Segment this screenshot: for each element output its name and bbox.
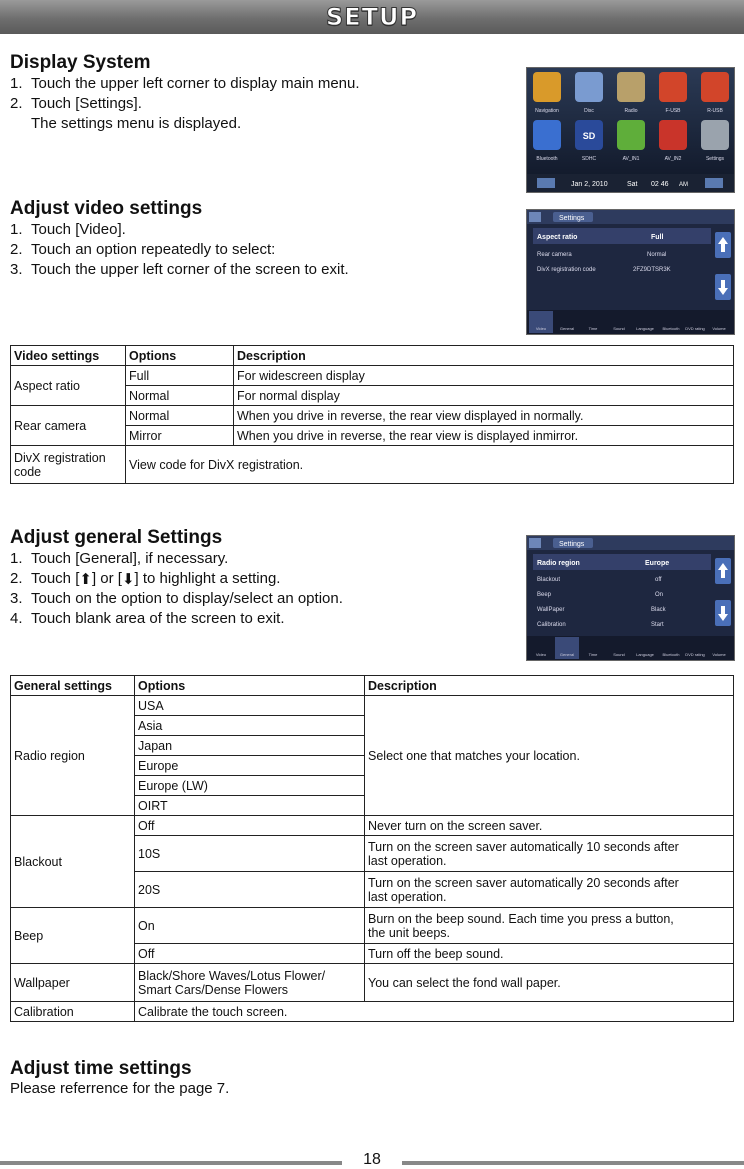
navigation-icon[interactable] bbox=[533, 72, 561, 102]
setting-value: off bbox=[655, 577, 662, 583]
option-cell: On bbox=[135, 908, 365, 944]
setting-cell: Radio region bbox=[11, 696, 135, 816]
setting-name: Radio region bbox=[537, 560, 580, 567]
setting-cell: DivX registration code bbox=[11, 446, 126, 484]
setting-cell: Blackout bbox=[11, 816, 135, 908]
header-bar bbox=[0, 0, 744, 34]
f-usb-icon[interactable] bbox=[659, 72, 687, 102]
description-cell: Calibrate the touch screen. bbox=[135, 1002, 734, 1022]
setting-cell: Wallpaper bbox=[11, 964, 135, 1002]
step: 3. Touch on the option to display/select an option. bbox=[10, 590, 343, 607]
video-heading: Adjust video settings bbox=[10, 198, 203, 219]
icon-label: R-USB bbox=[707, 108, 723, 114]
description-cell: Turn off the beep sound. bbox=[365, 944, 734, 964]
setting-cell: Calibration bbox=[11, 1002, 135, 1022]
tab-sound[interactable]: Sound bbox=[613, 652, 625, 657]
icon-label: Radio bbox=[624, 108, 638, 114]
description-cell: View code for DivX registration. bbox=[126, 446, 734, 484]
option-cell: Full bbox=[126, 366, 234, 386]
description-cell: For widescreen display bbox=[234, 366, 734, 386]
general-steps bbox=[10, 549, 343, 629]
setting-value: Start bbox=[651, 622, 664, 628]
setting-cell: Aspect ratio bbox=[11, 366, 126, 406]
step: 2. Touch [Settings]. bbox=[10, 95, 142, 112]
display-steps bbox=[10, 74, 360, 134]
option-cell: Normal bbox=[126, 406, 234, 426]
option-cell: Asia bbox=[135, 716, 365, 736]
column-header: General settings bbox=[11, 676, 135, 696]
tab-language[interactable]: Language bbox=[636, 652, 654, 657]
setting-value: 2FZ9DTSR3K bbox=[633, 267, 671, 273]
icon-label: Disc bbox=[584, 108, 594, 114]
tab-volume[interactable]: Volume bbox=[712, 326, 726, 331]
step: 1. Touch [Video]. bbox=[10, 221, 126, 238]
setting-value: Normal bbox=[647, 252, 667, 258]
av-in1-icon[interactable] bbox=[617, 120, 645, 150]
radio-icon[interactable] bbox=[617, 72, 645, 102]
description-cell: When you drive in reverse, the rear view displayed in normally. bbox=[234, 406, 734, 426]
display-heading: Display System bbox=[10, 52, 151, 73]
tab-time[interactable]: Time bbox=[588, 652, 598, 657]
tab-general[interactable]: General bbox=[559, 326, 575, 331]
icon-label: SDHC bbox=[581, 156, 597, 162]
column-header: Description bbox=[234, 346, 734, 366]
step: 1. Touch [General], if necessary. bbox=[10, 550, 229, 567]
sd-card-label: SD bbox=[582, 131, 596, 141]
icon-label: Settings bbox=[705, 156, 725, 162]
setting-name: Blackout bbox=[537, 577, 561, 583]
setting-name: Calibration bbox=[537, 622, 566, 628]
column-header: Description bbox=[365, 676, 734, 696]
setting-value: Black bbox=[651, 607, 666, 613]
screen-time: 02 46 bbox=[651, 181, 669, 188]
setting-name: Beep bbox=[537, 592, 552, 598]
tab-dvd-rating[interactable]: DVD rating bbox=[685, 652, 705, 657]
av-in2-icon[interactable] bbox=[659, 120, 687, 150]
option-cell: Off bbox=[135, 816, 365, 836]
description-cell: Never turn on the screen saver. bbox=[365, 816, 734, 836]
option-cell: OIRT bbox=[135, 796, 365, 816]
description-cell: Turn on the screen saver automatically 10 seconds after last operation. bbox=[365, 836, 734, 872]
setting-value: Full bbox=[651, 234, 664, 241]
settings-tab-label: Settings bbox=[559, 215, 585, 222]
setting-value: Europe bbox=[645, 560, 670, 567]
description-cell: For normal display bbox=[234, 386, 734, 406]
time-heading: Adjust time settings bbox=[10, 1058, 192, 1079]
icon-label: Bluetooth bbox=[536, 156, 558, 162]
tab-bluetooth[interactable]: Bluetooth bbox=[662, 652, 680, 657]
setting-value: On bbox=[655, 592, 664, 598]
page-number: 18 bbox=[363, 1151, 381, 1168]
option-cell: Normal bbox=[126, 386, 234, 406]
setting-name: WallPaper bbox=[537, 607, 565, 613]
icon-label: F-USB bbox=[665, 108, 681, 114]
up-arrow-icon: ⬆ bbox=[79, 570, 92, 588]
settings-icon[interactable] bbox=[701, 120, 729, 150]
setting-name: Aspect ratio bbox=[537, 234, 578, 241]
setting-name: Rear camera bbox=[537, 252, 572, 258]
general-heading: Adjust general Settings bbox=[10, 527, 223, 548]
icon-label: Navigation bbox=[535, 108, 559, 114]
option-cell: Europe (LW) bbox=[135, 776, 365, 796]
settings-tab-label: Settings bbox=[559, 541, 585, 548]
option-cell: 20S bbox=[135, 872, 365, 908]
tab-sound[interactable]: Sound bbox=[613, 326, 625, 331]
general-settings-screenshot bbox=[526, 535, 735, 661]
tab-video[interactable]: Video bbox=[535, 652, 547, 657]
time-text: Please referrence for the page 7. bbox=[10, 1080, 230, 1097]
option-cell: 10S bbox=[135, 836, 365, 872]
icon-label: AV_IN1 bbox=[622, 156, 640, 162]
option-cell: Off bbox=[135, 944, 365, 964]
bluetooth-icon[interactable] bbox=[533, 120, 561, 150]
general-settings-table bbox=[10, 675, 734, 1022]
option-cell: Black/Shore Waves/Lotus Flower/ Smart Cars/Dense Flowers bbox=[135, 964, 365, 1002]
description-cell: When you drive in reverse, the rear view is displayed inmirror. bbox=[234, 426, 734, 446]
setting-cell: Beep bbox=[11, 908, 135, 964]
video-settings-table bbox=[10, 345, 734, 484]
step: 2. Touch [⬆] or [⬇] to highlight a setting. bbox=[10, 570, 281, 588]
step: 4. Touch blank area of the screen to exit. bbox=[10, 610, 285, 627]
column-header: Video settings bbox=[11, 346, 126, 366]
footer-line-right bbox=[402, 1161, 744, 1165]
tab-time[interactable]: Time bbox=[588, 326, 598, 331]
video-settings-screenshot bbox=[526, 209, 735, 335]
description-cell: Burn on the beep sound. Each time you press a button, the unit beeps. bbox=[365, 908, 734, 944]
icon-label: AV_IN2 bbox=[664, 156, 682, 162]
back-icon[interactable] bbox=[529, 212, 541, 222]
tab-general[interactable]: General bbox=[559, 652, 575, 657]
disc-icon[interactable] bbox=[575, 72, 603, 102]
tab-volume[interactable]: Volume bbox=[712, 652, 726, 657]
option-cell: USA bbox=[135, 696, 365, 716]
main-menu-screenshot bbox=[526, 67, 735, 193]
back-icon[interactable] bbox=[529, 538, 541, 548]
r-usb-icon[interactable] bbox=[701, 72, 729, 102]
setting-name: DivX registration code bbox=[537, 267, 596, 273]
column-header: Options bbox=[126, 346, 234, 366]
video-steps bbox=[10, 220, 349, 280]
step: 1. Touch the upper left corner to display main menu. bbox=[10, 75, 360, 92]
keypad-icon[interactable] bbox=[705, 178, 723, 188]
tab-video[interactable]: Video bbox=[535, 326, 547, 331]
option-cell: Mirror bbox=[126, 426, 234, 446]
screen-date: Jan 2, 2010 bbox=[571, 181, 608, 188]
option-cell: Europe bbox=[135, 756, 365, 776]
screen-ampm: AM bbox=[679, 182, 688, 188]
option-cell: Japan bbox=[135, 736, 365, 756]
step: 2. Touch an option repeatedly to select: bbox=[10, 241, 276, 258]
step-note: The settings menu is displayed. bbox=[31, 115, 242, 132]
description-cell: You can select the fond wall paper. bbox=[365, 964, 734, 1002]
description-cell: Turn on the screen saver automatically 20 seconds after last operation. bbox=[365, 872, 734, 908]
tab-language[interactable]: Language bbox=[636, 326, 654, 331]
screen-day: Sat bbox=[627, 181, 638, 188]
home-bar-icon[interactable] bbox=[537, 178, 555, 188]
footer-line-left bbox=[0, 1161, 342, 1165]
header-title: SETUP bbox=[325, 3, 419, 31]
step: 3. Touch the upper left corner of the screen to exit. bbox=[10, 261, 349, 278]
tab-bluetooth[interactable]: Bluetooth bbox=[662, 326, 680, 331]
setting-cell: Rear camera bbox=[11, 406, 126, 446]
column-header: Options bbox=[135, 676, 365, 696]
description-cell: Select one that matches your location. bbox=[365, 696, 734, 816]
tab-dvd-rating[interactable]: DVD rating bbox=[685, 326, 705, 331]
down-arrow-icon: ⬇ bbox=[121, 570, 135, 588]
